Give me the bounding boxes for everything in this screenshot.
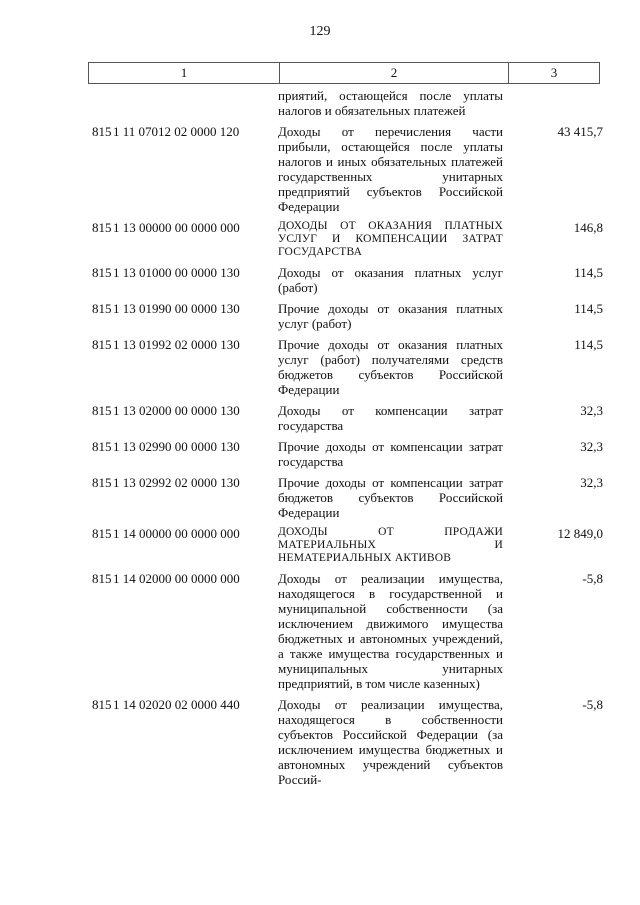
amount-cell: 114,5 bbox=[574, 265, 603, 280]
classification-code-cell: 1 13 01992 02 0000 130 bbox=[113, 337, 240, 352]
classification-code-cell: 1 13 01000 00 0000 130 bbox=[113, 265, 240, 280]
admin-code-cell: 815 bbox=[92, 475, 112, 490]
amount-cell: 32,3 bbox=[580, 403, 603, 418]
classification-code-cell bbox=[113, 88, 278, 118]
admin-code-cell: 815 bbox=[92, 220, 112, 235]
table-row bbox=[0, 88, 640, 118]
amount-cell: 32,3 bbox=[580, 439, 603, 454]
admin-code-cell: 815 bbox=[92, 265, 112, 280]
income-name-cell: Доходы от реализации имущества, находящегося в государственной и муниципальной собственности (за исключением движимого имущества бюджетных и автономных учреждений, а также имущества государственных и муниципальных унитарных предприятий, в том числе казенных) bbox=[278, 571, 503, 691]
page-number: 129 bbox=[309, 24, 331, 39]
income-name-cell: Доходы от перечисления части прибыли, остающейся после уплаты налогов и иных обязательных платежей государственных унитарных предприятий субъектов Российской Федерации bbox=[278, 124, 503, 214]
admin-code-cell: 815 bbox=[92, 571, 112, 586]
amount-cell bbox=[503, 88, 603, 118]
table-row bbox=[0, 526, 640, 565]
amount-cell: 32,3 bbox=[580, 475, 603, 490]
admin-code-cell: 815 bbox=[92, 697, 112, 712]
table-row bbox=[0, 475, 640, 520]
classification-code-cell: 1 13 02990 00 0000 130 bbox=[113, 439, 240, 454]
admin-code-cell: 815 bbox=[92, 526, 112, 541]
classification-code-cell: 1 11 07012 02 0000 120 bbox=[113, 124, 240, 139]
income-name-cell: приятий, остающейся после уплаты налогов и обязательных платежей bbox=[278, 88, 503, 118]
income-name-cell: ДОХОДЫ ОТ ПРОДАЖИ МАТЕРИАЛЬНЫХ И НЕМАТЕРИАЛЬНЫХ АКТИВОВ bbox=[278, 526, 503, 564]
admin-code-cell: 815 bbox=[92, 439, 112, 454]
column-header-1: 1 bbox=[89, 63, 280, 83]
admin-code-cell: 815 bbox=[92, 403, 112, 418]
classification-code-cell: 1 13 02992 02 0000 130 bbox=[113, 475, 240, 490]
column-header-3: 3 bbox=[550, 65, 558, 80]
admin-code-cell: 815 bbox=[92, 301, 112, 316]
classification-code-cell: 1 14 02000 00 0000 000 bbox=[113, 571, 240, 586]
income-name-cell: ДОХОДЫ ОТ ОКАЗАНИЯ ПЛАТНЫХ УСЛУГ И КОМПЕНСАЦИИ ЗАТРАТ ГОСУДАРСТВА bbox=[278, 220, 503, 258]
table-row bbox=[0, 403, 640, 433]
table-row bbox=[0, 220, 640, 259]
table-row bbox=[0, 265, 640, 295]
table-row bbox=[0, 571, 640, 691]
classification-code-cell: 1 13 00000 00 0000 000 bbox=[113, 220, 240, 235]
table-row bbox=[0, 439, 640, 469]
table-row bbox=[0, 337, 640, 397]
amount-cell: -5,8 bbox=[582, 697, 603, 712]
classification-code-cell: 1 13 01990 00 0000 130 bbox=[113, 301, 240, 316]
amount-cell: -5,8 bbox=[582, 571, 603, 586]
amount-cell: 114,5 bbox=[574, 337, 603, 352]
income-name-cell: Доходы от реализации имущества, находящегося в собственности субъектов Российской Федерации (за исключением имущества бюджетных и автономных учреждений субъектов Россий- bbox=[278, 697, 503, 787]
amount-cell: 12 849,0 bbox=[557, 526, 603, 541]
amount-cell: 43 415,7 bbox=[557, 124, 603, 139]
table-header bbox=[88, 62, 600, 84]
admin-code-cell bbox=[92, 88, 113, 118]
table-row bbox=[0, 697, 640, 787]
admin-code-cell: 815 bbox=[92, 337, 112, 352]
table-row bbox=[0, 124, 640, 214]
amount-cell: 146,8 bbox=[573, 220, 603, 235]
income-name-cell: Доходы от компенсации затрат государства bbox=[278, 403, 503, 433]
table-body bbox=[0, 88, 640, 793]
income-name-cell: Прочие доходы от компенсации затрат бюджетов субъектов Российской Федерации bbox=[278, 475, 503, 520]
income-name-cell: Прочие доходы от оказания платных услуг (работ) bbox=[278, 301, 503, 331]
table-row bbox=[0, 301, 640, 331]
classification-code-cell: 1 14 00000 00 0000 000 bbox=[113, 526, 240, 541]
income-name-cell: Доходы от оказания платных услуг (работ) bbox=[278, 265, 503, 295]
amount-cell: 114,5 bbox=[574, 301, 603, 316]
income-name-cell: Прочие доходы от оказания платных услуг (работ) получателями средств бюджетов субъектов Российской Федерации bbox=[278, 337, 503, 397]
classification-code-cell: 1 14 02020 02 0000 440 bbox=[113, 697, 240, 712]
admin-code-cell: 815 bbox=[92, 124, 112, 139]
classification-code-cell: 1 13 02000 00 0000 130 bbox=[113, 403, 240, 418]
income-name-cell: Прочие доходы от компенсации затрат государства bbox=[278, 439, 503, 469]
column-header-2: 2 bbox=[280, 63, 509, 83]
